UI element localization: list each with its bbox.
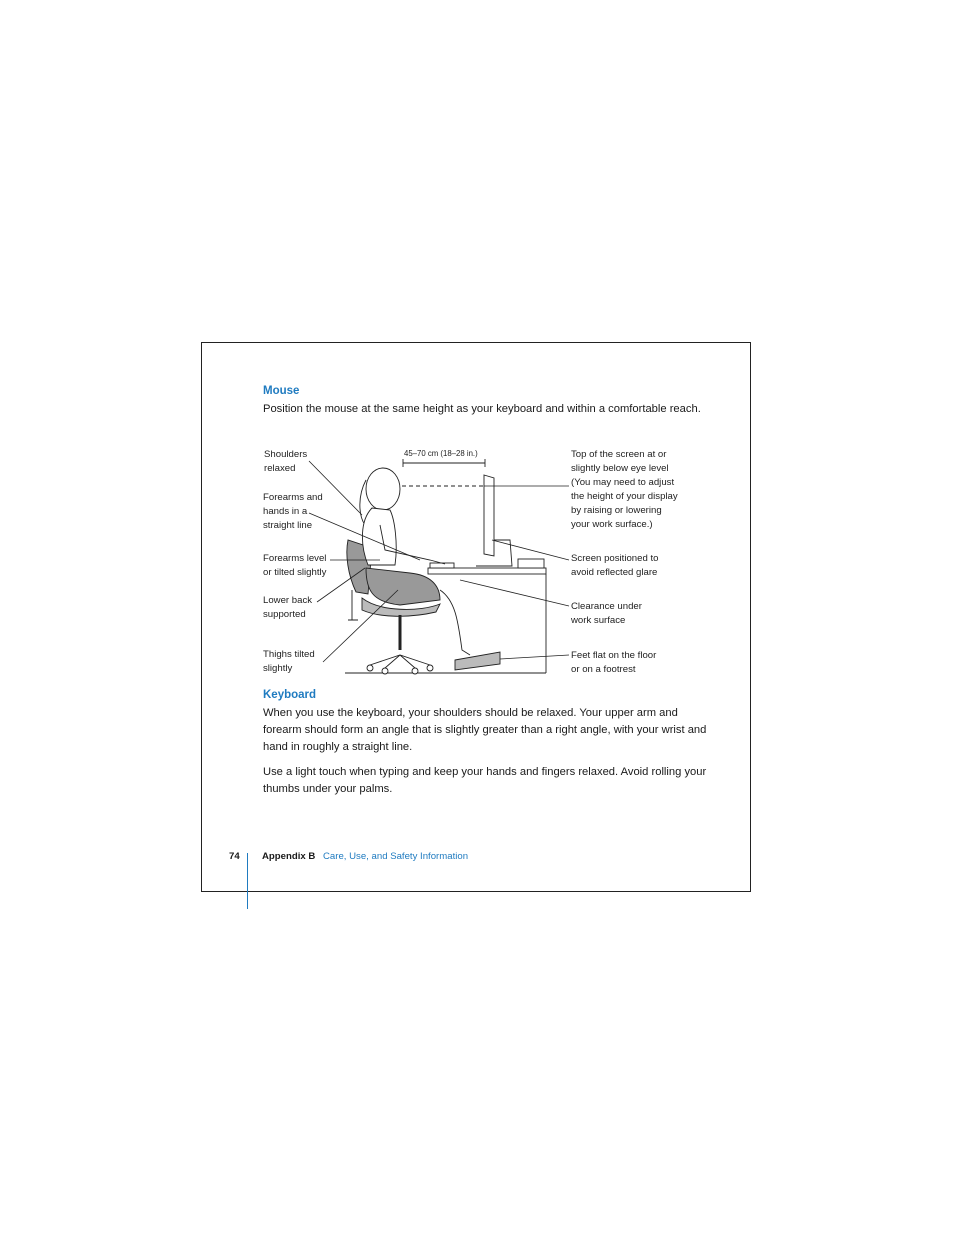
footer-appendix: Appendix B	[262, 851, 316, 862]
keyboard-paragraph-1: When you use the keyboard, your shoulders should be relaxed. Your upper arm and forearm should form an angle that is slightly greater than a right angle, with your wrist and hand in roughly a straight line.	[263, 707, 707, 753]
measurement-label: 45–70 cm (18–28 in.)	[404, 449, 478, 458]
footrest	[455, 652, 500, 670]
label-shoulders: Shoulders relaxed	[264, 449, 308, 474]
label-forearms-hands: Forearms and hands in a straight line	[263, 492, 323, 531]
chair-armrest	[348, 590, 358, 620]
desk-top	[428, 568, 546, 574]
label-lower-back: Lower back supported	[263, 595, 313, 620]
keyboard-heading: Keyboard	[263, 689, 317, 701]
mouse-heading: Mouse	[263, 385, 300, 397]
footer-section-title: Care, Use, and Safety Information	[323, 851, 469, 862]
chair-base	[370, 655, 430, 668]
speaker	[518, 559, 544, 568]
keyboard	[430, 563, 454, 568]
footer-divider	[247, 853, 248, 909]
label-feet: Feet flat on the floor or on a footrest	[571, 650, 657, 675]
label-top-screen: Top of the screen at or slightly below eye level (You may need to adjust the height of your display by raising or lowering your work surface.)	[571, 449, 678, 530]
person-leg	[440, 590, 470, 655]
keyboard-paragraph-2: Use a light touch when typing and keep your hands and fingers relaxed. Avoid rolling your thumbs under your palms.	[263, 766, 707, 795]
monitor-screen	[484, 475, 494, 556]
page-number: 74	[229, 851, 240, 862]
mouse-paragraph: Position the mouse at the same height as your keyboard and within a comfortable reach.	[263, 403, 701, 415]
label-thighs: Thighs tilted slightly	[263, 649, 315, 674]
person-torso	[362, 508, 396, 565]
label-clearance: Clearance under work surface	[571, 601, 642, 626]
label-screen-glare: Screen positioned to avoid reflected glare	[571, 553, 659, 578]
person-head	[366, 468, 400, 510]
label-forearms-level: Forearms level or tilted slightly	[263, 553, 327, 578]
